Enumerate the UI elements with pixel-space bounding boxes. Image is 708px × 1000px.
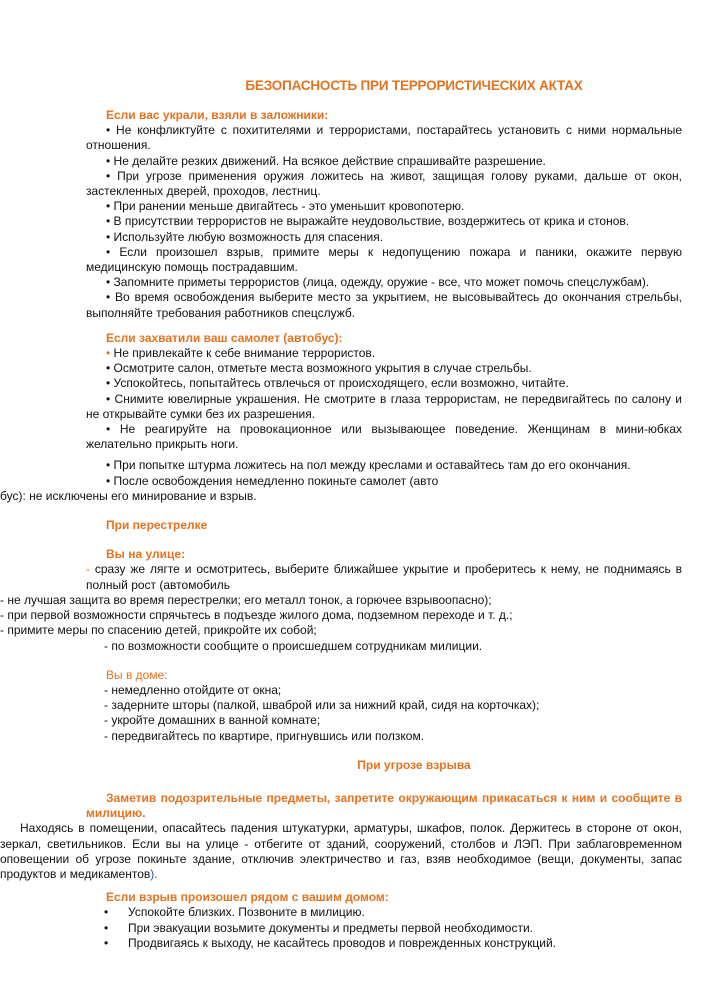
bullet-icon: • [106,346,111,361]
explosion-warning: Заметив подозрительные предметы, запретите окружающим прикасаться к ним и сообщите в милицию. [86,790,682,821]
plane-item: • При попытке штурма ложитесь на пол между креслами и оставайтесь там до его окончания. [106,458,631,473]
bullet-icon: • [104,920,109,935]
hostage-item: • При угрозе применения оружия ложитесь на живот, защищая голову руками, дальше от окон, застекленных дверей, проходов, лестниц. [86,168,682,199]
street-item: - не лучшая защита во время перестрелки; его металл тонок, а горючее взрывоопасно); [0,592,492,607]
list-item-text: При эвакуации возьмите документы и предметы первой необходимости. [128,920,533,935]
hostage-item: • Во время освобождения выберите место за укрытием, не высовывайтесь до окончания стрельбы, выполняйте требования работников спецслужб. [86,290,682,320]
explosion-body [0,821,682,882]
hostage-item: • При ранении меньше двигайтесь - это уменьшит кровопотерю. [106,199,465,214]
street-item: - при первой возможности спрячьтесь в подъезде жилого дома, подземном переходе и т. д.; [0,608,513,623]
plane-item: • Снимите ювелирные украшения. Не смотрите в глаза террористам, не передвигайтесь по салону и не открывайте сумки без их разрешения. [86,391,682,421]
explosion-heading: При угрозе взрыва [357,757,471,772]
street-heading: Вы на улице: [106,547,186,562]
nearby-heading: Если взрыв произошел рядом с вашим домом: [106,890,389,905]
plane-item-text: Не привлекайте к себе внимание террористов. [110,346,376,361]
plane-item: • Успокойтесь, попытайтесь отвлечься от происходящего, если возможно, читайте. [106,376,569,391]
street-item: - по возможности сообщите о происшедшем сотрудникам милиции. [104,638,483,653]
plane-heading: Если захватили ваш самолет (автобус): [106,330,343,345]
list-item [86,936,682,951]
street-item-text: сразу же лягте и осмотритесь, выберите ближайшее укрытие и проберитесь к нему, не поднимаясь в полный рост (автомобиль [86,562,682,592]
street-item [86,562,682,592]
explosion-body-end: ). [150,866,158,881]
list-item [86,905,682,920]
plane-item-tail: бус): не исключены его минирование и взрыв. [0,488,257,503]
home-heading: Вы в доме: [106,667,168,682]
shootout-heading: При перестрелке [106,518,208,533]
nearby-list [86,905,682,951]
plane-item [86,346,682,361]
home-item: - немедленно отойдите от окна; [104,682,282,697]
hostage-item: • Запомните приметы террористов (лица, одежду, оружие - все, что может помочь спецслужбам). [106,275,650,290]
bullet-icon: • [104,935,109,950]
bullet-icon: • [104,905,109,920]
home-item: - задерните шторы (палкой, шваброй или за нижний край, сидя на корточках); [104,698,540,713]
home-item: - укройте домашних в ванной комнате; [104,713,321,728]
hostage-item: • Если произошел взрыв, примите меры к недопущению пожара и паники, окажите первую медицинскую помощь пострадавшим. [86,244,682,275]
list-item-text: Продвигаясь к выходу, не касайтесь проводов и поврежденных конструкций. [128,935,556,950]
document-body [0,108,682,951]
hostage-item: • Используйте любую возможность для спасения. [106,229,384,244]
home-item: - передвигайтесь по квартире, пригнувшись или ползком. [104,728,425,743]
page-title: БЕЗОПАСНОСТЬ ПРИ ТЕРРОРИСТИЧЕСКИХ АКТАХ [245,77,583,94]
hostage-item: • Не конфликтуйте с похитителями и террористами, постарайтесь установить с ними нормальные отношения. [86,123,682,153]
hostage-item: • В присутствии террористов не выражайте неудовольствие, воздержитесь от крика и стонов. [106,214,630,229]
hostage-heading: Если вас украли, взяли в заложники: [106,108,329,122]
street-item: - примите меры по спасению детей, прикройте их собой; [0,623,317,638]
list-item-text: Успокойте близких. Позвоните в милицию. [128,905,365,920]
plane-item: • После освобождения немедленно покиньте самолет (авто [106,473,439,488]
plane-item: • Осмотрите салон, отметьте места возможного укрытия в случае стрельбы. [106,361,532,376]
list-item [86,921,682,936]
explosion-body-text: Находясь в помещении, опасайтесь падения штукатурки, арматуры, шкафов, полок. Держитесь в стороне от окон, зеркал, светильников. Если вы на улице - отбегите от зданий, сооружений, столбов и ЛЭП. При заблаговременном оповещении об угрозе покиньте здание, отключив электричество и газ, взяв необходимое (вещи, документы, запас продуктов и медикаментов [0,821,682,881]
plane-item: • Не реагируйте на провокационное или вызывающее поведение. Женщинам в мини-юбках желательно прикрыть ноги. [86,422,682,452]
hostage-item: • Не делайте резких движений. На всякое действие спрашивайте разрешение. [106,153,546,168]
dash-icon: - [86,562,90,577]
